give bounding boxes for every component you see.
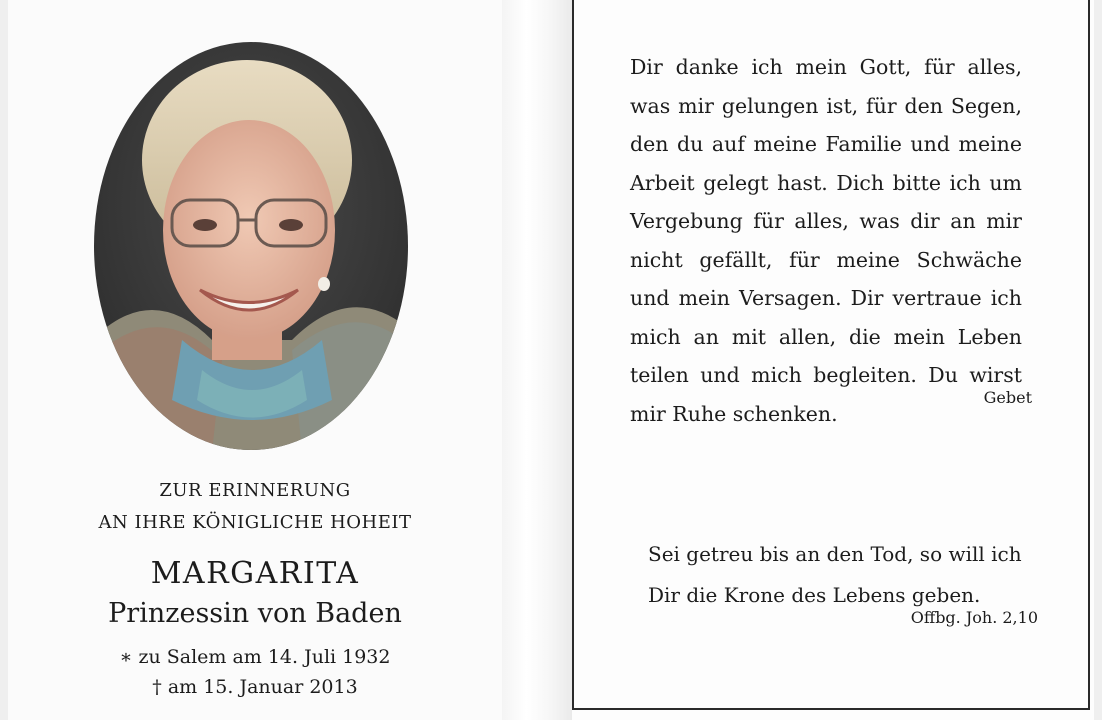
bible-verse: Sei getreu bis an den Tod, so will ich Dir die Krone des Lebens geben.	[648, 542, 1022, 607]
memorial-card-back	[572, 0, 1094, 720]
deceased-name: MARGARITA	[150, 556, 360, 591]
memorial-card-front	[8, 0, 503, 720]
scan-gutter	[502, 0, 572, 720]
caption-in-memory: ZUR ERINNERUNG	[159, 480, 351, 501]
deceased-title: Prinzessin von Baden	[108, 598, 402, 629]
prayer-source: Gebet	[983, 388, 1032, 407]
verse-reference: Offbg. Joh. 2,10	[910, 608, 1038, 627]
death-line: † am 15. Januar 2013	[152, 676, 358, 698]
portrait-oval-image	[92, 40, 410, 452]
portrait-photo	[92, 40, 410, 452]
birth-line: ∗ zu Salem am 14. Juli 1932	[119, 646, 391, 668]
prayer-text: Dir danke ich mein Gott, für alles, was mir gelungen ist, für den Segen, den du auf meine Familie und meine Arbeit gelegt hast. Dich bitte ich um Vergebung für alles, was dir an mir nicht gefällt, für meine Schwäche und mein Versagen. Dir vertraue ich mich an mit allen, die mein Leben teilen und mich begleiten. Du wirst mir Ruhe schenken.	[630, 55, 1022, 426]
caption-royal-highness: AN IHRE KÖNIGLICHE HOHEIT	[98, 512, 412, 533]
